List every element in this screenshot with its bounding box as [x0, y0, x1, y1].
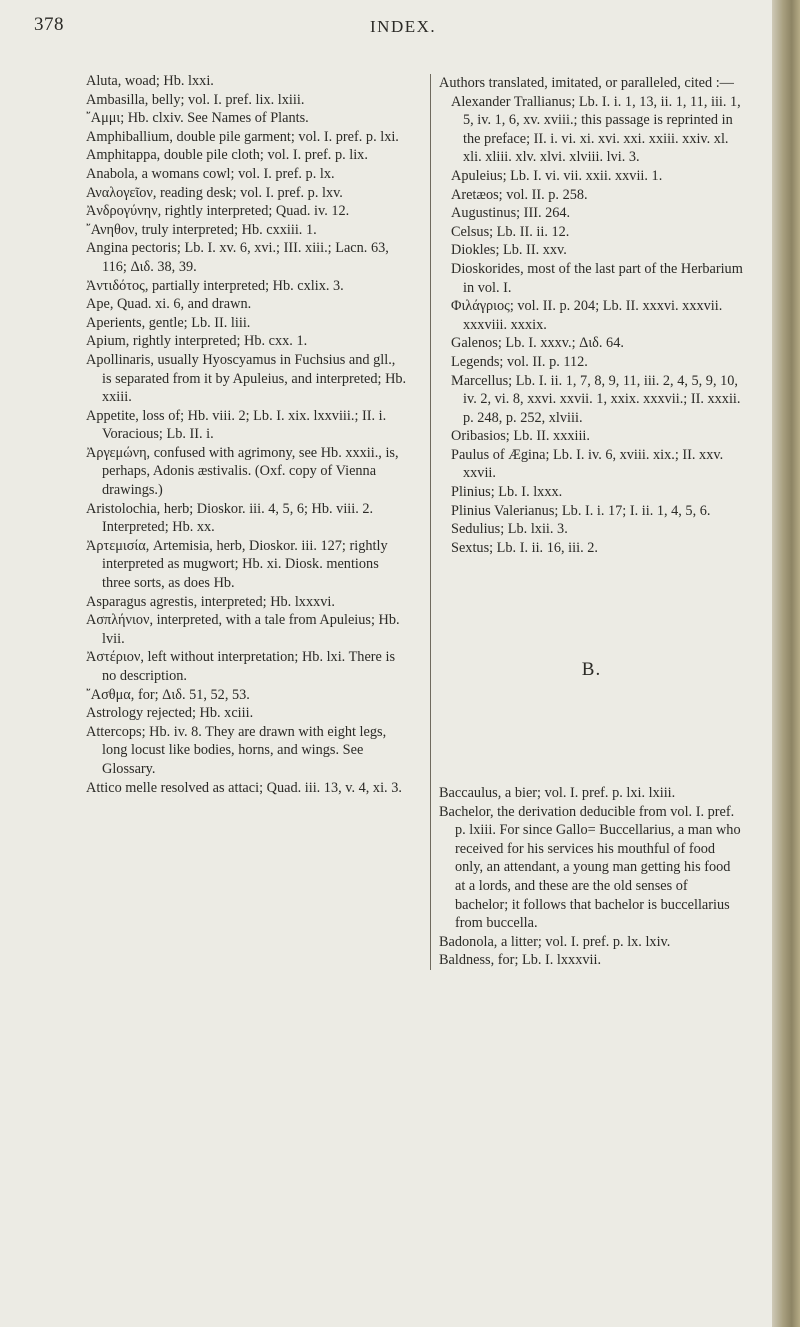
index-entry: Asparagus agrestis, interpreted; Hb. lxxxvi.	[86, 593, 335, 610]
author-subentry: Apuleius; Lb. I. vi. vii. xxii. xxvii. 1.	[451, 167, 663, 184]
authors-heading: Authors translated, imitated, or paralleled, cited :—	[439, 75, 734, 91]
section-letter: B.	[581, 659, 602, 681]
index-entry: Ἀργεμώνη, confused with agrimony, see Hb. xxxii., is, perhaps, Adonis æstivalis. (Oxf. copy of Vienna drawings.)	[86, 444, 399, 499]
author-subentry: Celsus; Lb. II. ii. 12.	[451, 223, 570, 240]
index-entry: Aperients, gentle; Lb. II. liii.	[86, 314, 251, 331]
author-subentry: Diokles; Lb. II. xxv.	[451, 242, 567, 259]
index-entry: Ἀστέριον, left without interpretation; Hb. lxi. There is no description.	[86, 649, 396, 684]
index-entry: Apollinaris, usually Hyoscyamus in Fuchsius and gll., is separated from it by Apuleius, and interpreted; Hb. xxiii.	[86, 351, 407, 406]
index-entry: Anabola, a womans cowl; vol. I. pref. p. lx.	[86, 165, 335, 182]
index-entry: Aristolochia, herb; Dioskor. iii. 4, 5, 6; Hb. viii. 2. Interpreted; Hb. xx.	[86, 500, 374, 536]
index-entry: Astrology rejected; Hb. xciii.	[86, 705, 254, 722]
author-subentry: Sextus; Lb. I. ii. 16, iii. 2.	[451, 539, 598, 556]
book-page-edge	[772, 0, 800, 1327]
index-entry: Bachelor, the derivation deducible from vol. I. pref. p. lxiii. For since Gallo= Buccellarius, a man who received for his services his mouthful of food only, an attendant, a young man getting his food at a lords, and these are the old senses of bachelor; it follows that bachelor is buccellarius from buccella.	[439, 803, 741, 932]
index-entry: Aluta, woad; Hb. lxxi.	[86, 73, 214, 89]
running-head: INDEX.	[370, 17, 437, 36]
index-entry: Ambasilla, belly; vol. I. pref. lix. lxiii.	[86, 91, 305, 108]
index-entry: Ασπλήνιον, interpreted, with a tale from Apuleius; Hb. lvii.	[86, 612, 400, 647]
author-subentry: Sedulius; Lb. lxii. 3.	[451, 521, 568, 538]
index-entry: Ἀντιδότος, partially interpreted; Hb. cxlix. 3.	[86, 277, 344, 294]
page-number: 378	[34, 14, 64, 35]
index-entry: Angina pectoris; Lb. I. xv. 6, xvi.; III. xiii.; Lacn. 63, 116; Διδ. 38, 39.	[86, 240, 389, 275]
author-subentry: Plinius; Lb. I. lxxx.	[451, 484, 563, 501]
index-entry: Amphiballium, double pile garment; vol. I. pref. p. lxi.	[86, 128, 399, 145]
index-entry: ῎Ανηθον, truly interpreted; Hb. cxxiii. 1.	[86, 221, 317, 238]
author-subentry: Galenos; Lb. I. xxxv.; Διδ. 64.	[451, 335, 624, 352]
right-column	[430, 74, 744, 970]
index-entry: Amphitappa, double pile cloth; vol. I. pref. p. lix.	[86, 147, 368, 164]
index-entry: Attico melle resolved as attaci; Quad. iii. 13, v. 4, xi. 3.	[86, 779, 402, 796]
author-subentry: Augustinus; III. 264.	[451, 205, 571, 222]
author-subentry: Φιλάγριος; vol. II. p. 204; Lb. II. xxxvi. xxxvii. xxxviii. xxxix.	[451, 298, 723, 333]
left-column	[86, 72, 408, 797]
index-entry: Baldness, for; Lb. I. lxxxvii.	[439, 952, 602, 969]
index-entry: ῎Ασθμα, for; Διδ. 51, 52, 53.	[86, 686, 250, 703]
index-entry: Ἀνδρογύνην, rightly interpreted; Quad. iv. 12.	[86, 203, 350, 220]
index-entry: Apium, rightly interpreted; Hb. cxx. 1.	[86, 333, 308, 350]
author-subentry: Aretæos; vol. II. p. 258.	[451, 186, 588, 203]
author-subentry: Plinius Valerianus; Lb. I. i. 17; I. ii. 1, 4, 5, 6.	[451, 502, 711, 519]
index-entry: Badonola, a litter; vol. I. pref. p. lx. lxiv.	[439, 933, 671, 950]
author-subentry: Legends; vol. II. p. 112.	[451, 353, 588, 370]
index-entry: Appetite, loss of; Hb. viii. 2; Lb. I. xix. lxxviii.; II. i. Voracious; Lb. II. i.	[86, 407, 387, 443]
author-subentry: Marcellus; Lb. I. ii. 1, 7, 8, 9, 11, iii. 2, 4, 5, 9, 10, iv. 2, vi. 8, xxvi. xxvii. 1, xxix. xxxvii.; II. xxxii. p. 248, p. 252, xlviii.	[451, 372, 741, 426]
index-entry: Attercops; Hb. iv. 8. They are drawn with eight legs, long locust like bodies, horns, and wings. See Glossary.	[86, 723, 387, 777]
index-entry: Ape, Quad. xi. 6, and drawn.	[86, 296, 252, 313]
author-subentry: Dioskorides, most of the last part of the Herbarium in vol. I.	[451, 260, 743, 296]
author-subentry: Paulus of Ægina; Lb. I. iv. 6, xviii. xix.; II. xxv. xxvii.	[451, 446, 724, 482]
author-subentry: Oribasios; Lb. II. xxxiii.	[451, 428, 590, 445]
index-entry: ῎Αμμι; Hb. clxiv. See Names of Plants.	[86, 110, 309, 127]
index-entry: Ἀρτεμισία, Artemisia, herb, Dioskor. iii. 127; rightly interpreted as mugwort; Hb. xi. Diosk. mentions three sorts, as does Hb.	[86, 537, 388, 592]
index-entry: Αναλογεῖον, reading desk; vol. I. pref. p. lxv.	[86, 184, 343, 201]
author-subentry: Alexander Trallianus; Lb. I. i. 1, 13, ii. 1, 11, iii. 1, 5, iv. 1, 6, xv. xviii.; this passage is reprinted in the preface; II. i. vi. xi. xvi. xxi. xxiii. xxiv. xl. xli. xliii. xlv. xlvi. xlviii. lvi. 3.	[451, 93, 741, 166]
index-entry: Baccaulus, a bier; vol. I. pref. p. lxi. lxiii.	[439, 785, 676, 802]
